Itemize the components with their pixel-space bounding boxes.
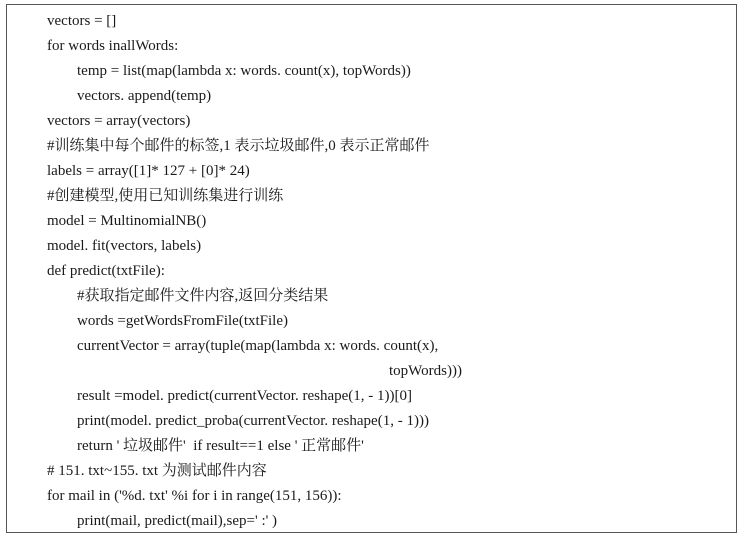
code-line: print(model. predict_proba(currentVector. reshape(1, - 1))) [77,413,429,429]
code-line: words =getWordsFromFile(txtFile) [77,313,288,329]
code-comment: #获取指定邮件文件内容,返回分类结果 [77,288,329,304]
code-line: result =model. predict(currentVector. reshape(1, - 1))[0] [77,388,412,404]
code-line: vectors = array(vectors) [47,113,191,129]
code-line: vectors. append(temp) [77,88,212,104]
code-line-continuation: topWords))) [389,363,462,379]
code-line: model. fit(vectors, labels) [47,238,202,254]
code-line: for mail in ('%d. txt' %i for i in range(151, 156)): [47,488,342,504]
code-line: model = MultinomialNB() [47,213,207,229]
code-line: vectors = [] [47,13,117,29]
code-comment: #创建模型,使用已知训练集进行训练 [47,188,284,204]
code-listing-box [6,4,737,533]
code-line: for words inallWords: [47,38,179,54]
code-comment: #训练集中每个邮件的标签,1 表示垃圾邮件,0 表示正常邮件 [47,138,430,154]
code-line: currentVector = array(tuple(map(lambda x: words. count(x), [77,338,439,354]
code-line: print(mail, predict(mail),sep=' :' ) [77,513,278,529]
code-line: temp = list(map(lambda x: words. count(x), topWords)) [77,63,411,79]
code-line: def predict(txtFile): [47,263,165,279]
code-line: labels = array([1]* 127 + [0]* 24) [47,163,250,179]
code-comment: # 151. txt~155. txt 为测试邮件内容 [47,463,267,479]
code-line: return ' 垃圾邮件' if result==1 else ' 正常邮件' [77,438,364,454]
